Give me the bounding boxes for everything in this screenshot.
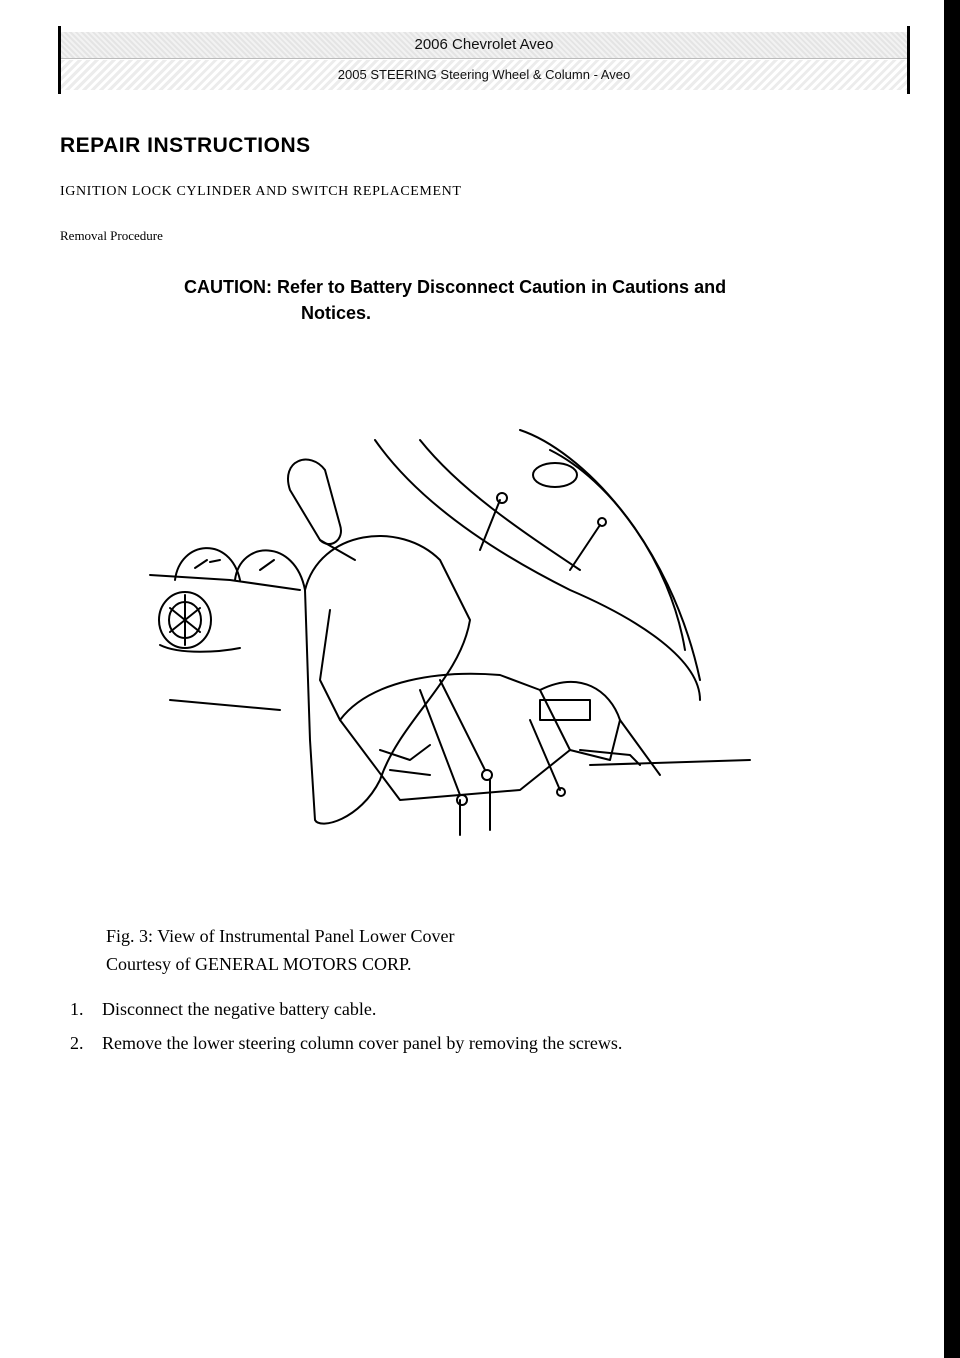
section-title: IGNITION LOCK CYLINDER AND SWITCH REPLACEMENT [60,184,462,199]
header-subtitle: 2005 STEERING Steering Wheel & Column - Aveo [61,60,907,90]
list-item [70,1026,622,1060]
page-edge-bar [942,0,960,1358]
repair-instructions-heading: REPAIR INSTRUCTIONS [60,134,311,157]
caption-credit: Courtesy of GENERAL MOTORS CORP. [106,954,412,974]
document-header [58,26,910,94]
caution-note [184,274,874,326]
procedure-title: Removal Procedure [60,228,163,243]
instrument-panel-illustration [140,420,760,840]
header-title: 2006 Chevrolet Aveo [61,32,907,59]
step-number: 2. [70,1033,84,1053]
step-text: Disconnect the negative battery cable. [102,999,377,1019]
figure-caption [106,922,455,978]
caption-title: Fig. 3: View of Instrumental Panel Lower Cover [106,926,455,946]
caution-label: CAUTION: [184,277,272,297]
step-number: 1. [70,999,84,1019]
caution-text-line1: Refer to Battery Disconnect Caution in Cautions and [277,277,727,297]
list-item [70,992,622,1026]
procedure-steps [70,992,622,1060]
caution-text-line2: Notices. [301,303,372,323]
step-text: Remove the lower steering column cover panel by removing the screws. [102,1033,623,1053]
